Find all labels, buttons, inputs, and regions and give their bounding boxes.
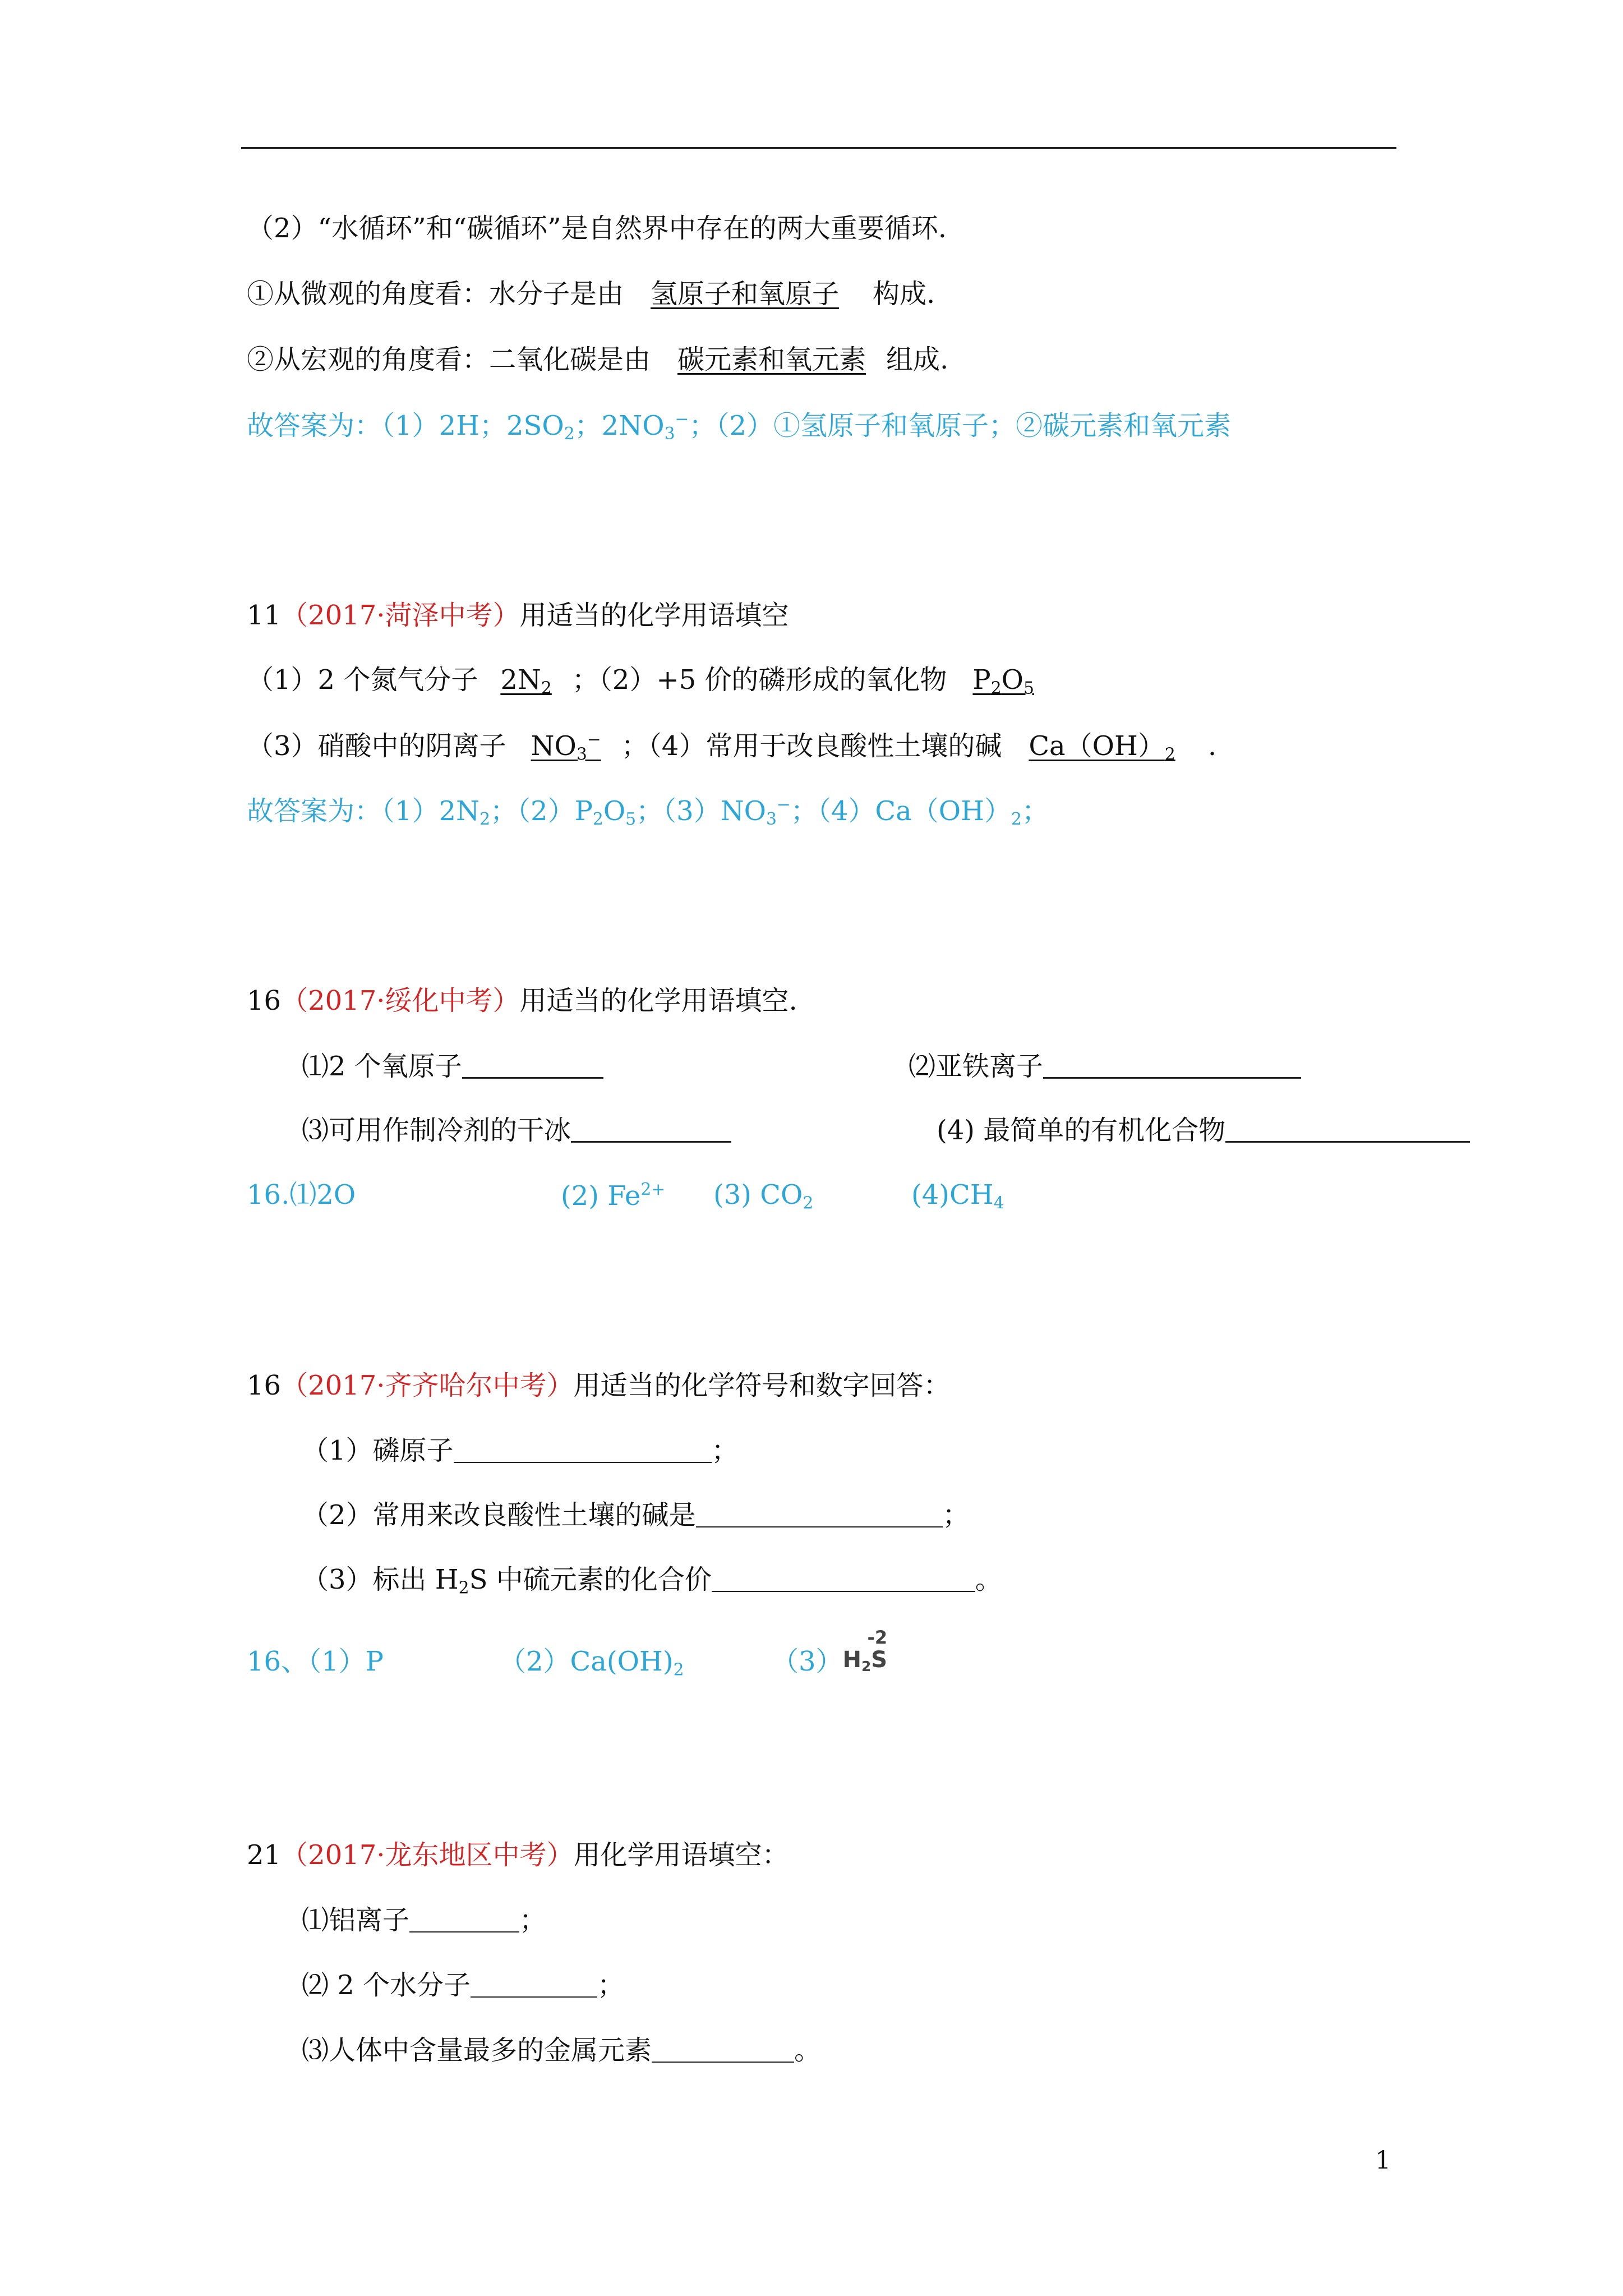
q16b-blank-2[interactable]	[696, 1502, 943, 1527]
q16a-title: 16（2017·绥化中考）用适当的化学用语填空.	[247, 985, 797, 1016]
q16b-item-1: （1）磷原子 ；	[302, 1435, 739, 1466]
sulfur-valence-image: $H_2S$ -2	[842, 1627, 888, 1674]
micro-answer: 氢原子和氧原子	[651, 278, 840, 310]
q11-answer-3: $NO_3^-$	[531, 730, 601, 765]
q16b-answer-3: $(3)H_2S$ -2	[772, 1627, 888, 1677]
macro-answer: 碳元素和氧元素	[677, 344, 866, 375]
q16b-blank-3[interactable]	[712, 1566, 975, 1592]
q16a-answer-2: (2) $Fe^{2+}$	[561, 1180, 666, 1212]
prev-macro-line: ②从宏观的角度看：二氧化碳是由 碳元素和氧元素 组成.	[247, 344, 949, 375]
q16a-item-3: ⑶可用作制冷剂的干冰	[302, 1116, 731, 1144]
q21-blank-2[interactable]	[471, 1972, 597, 1998]
q11-line-2: （3）硝酸中的阴离子 $NO_3^-$ ；（4）常用于改良酸性土壤的碱 $Ca(OH)_2$ .	[247, 730, 1217, 765]
header-rule	[241, 147, 1396, 149]
q16a-blank-3[interactable]	[571, 1116, 731, 1143]
q16b-item-2: （2）常用来改良酸性土壤的碱是 ；	[302, 1499, 970, 1531]
q11-answer-4: $Ca(OH)_2$	[1029, 730, 1175, 765]
q16b-answer-2: $(2)Ca(OH)_2$	[499, 1646, 684, 1680]
q16b-answer-1: 16、（1）P	[247, 1646, 384, 1677]
q21-blank-3[interactable]	[652, 2037, 794, 2063]
q16a-blank-4[interactable]	[1225, 1116, 1470, 1143]
prev-sub-question-2: （2）“水循环”和“碳循环”是自然界中存在的两大重要循环.	[247, 213, 947, 244]
q16a-item-4: (4) 最简单的有机化合物	[937, 1116, 1470, 1144]
q21-item-2: ⑵ 2 个水分子 ；	[302, 1970, 625, 2001]
q16a-answer-3: (3) $CO_2$	[713, 1179, 814, 1213]
q16a-answer-1: 16.⑴2O	[247, 1179, 356, 1211]
q11-title: 11（2017·菏泽中考）用适当的化学用语填空	[247, 600, 789, 631]
q16a-item-1: ⑴2 个氧原子	[302, 1052, 603, 1080]
q21-blank-1[interactable]	[409, 1907, 519, 1932]
page-number: 1	[1375, 2146, 1391, 2175]
q21-item-1: ⑴铝离子 ；	[302, 1904, 547, 1936]
q21-title: 21（2017·龙东地区中考）用化学用语填空：	[247, 1839, 789, 1871]
prev-micro-line: ①从微观的角度看：水分子是由 氢原子和氧原子 构成.	[247, 278, 935, 310]
q16b-title: 16（2017·齐齐哈尔中考）用适当的化学符号和数字回答：	[247, 1370, 951, 1401]
q11-answer-2: $P_2O_5$	[972, 664, 1034, 698]
q16a-item-2: ⑵亚铁离子	[909, 1052, 1301, 1080]
q16a-answer-4: $(4)CH_4$	[911, 1179, 1004, 1213]
q16b-item-3: （3）标出 $H_2S$ 中硫元素的化合价 。	[302, 1564, 1002, 1598]
q21-item-3: ⑶人体中含量最多的金属元素 。	[302, 2035, 822, 2066]
q21-source: （2017·龙东地区中考）	[281, 1839, 574, 1871]
q16a-blank-2[interactable]	[1043, 1052, 1301, 1079]
q11-line-1: （1）2 个氮气分子 $2N_2$ ；（2）+5 价的磷形成的氧化物 $P_2O_5$	[247, 666, 1054, 697]
q11-answer: 故答案为：$(1)2N_2$；$(2)P_2O_5$；$(3)NO_3^-$；$(4)Ca(OH)_2$；	[247, 795, 1049, 830]
q16a-source: （2017·绥化中考）	[281, 985, 520, 1016]
q16a-blank-1[interactable]	[462, 1052, 603, 1079]
q11-source: （2017·菏泽中考）	[281, 600, 520, 631]
q16b-blank-1[interactable]	[454, 1437, 712, 1463]
q16b-source: （2017·齐齐哈尔中考）	[281, 1370, 574, 1401]
q11-answer-1: $2N_2$	[500, 664, 552, 698]
prev-answer: 故答案为：（1）2H；$2SO_2$；$2NO_3^-$；（2）①氢原子和氧原子；②碳元素和氧元素	[247, 409, 1231, 444]
